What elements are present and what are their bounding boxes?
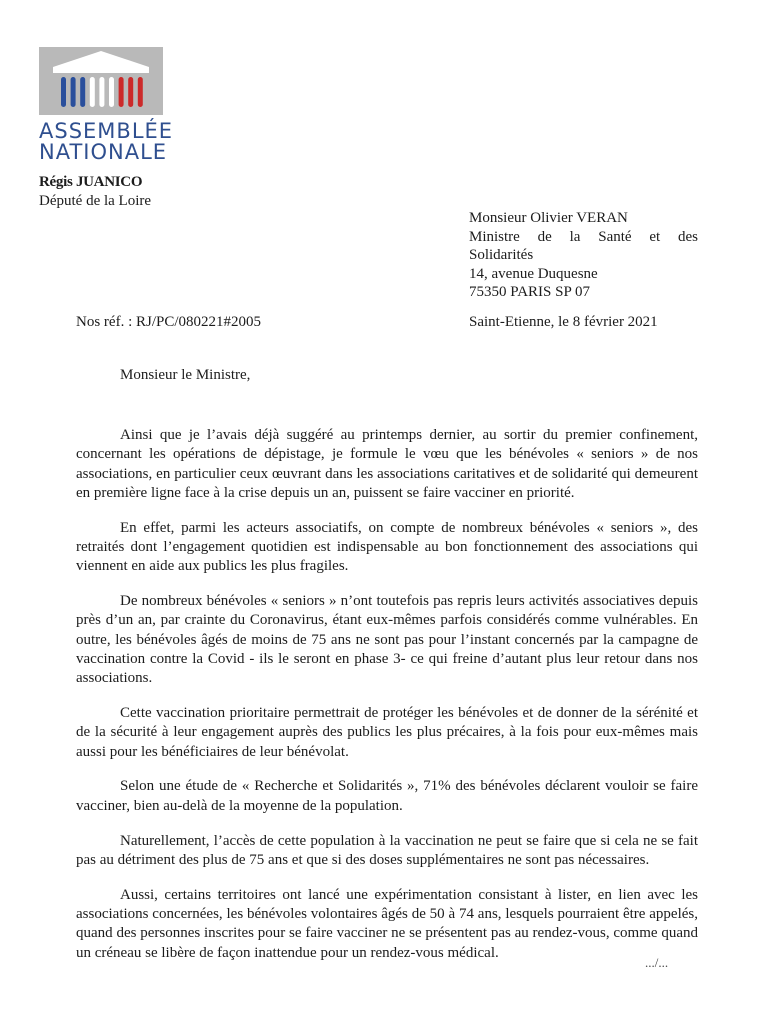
paragraph: Ainsi que je l’avais déjà suggéré au printemps dernier, au sortir du premier confinement, concernant les opérations de dépistage, je formule le vœu que les bénévoles « seniors » de nos associations, en particulier ceux œuvrant dans les associations caritatives et de solidarité qui demeurent en première ligne face à la crise depuis un an, puissent se faire vacciner en priorité. xyxy=(76,427,698,501)
letter-body xyxy=(76,426,698,978)
salutation: Monsieur le Ministre, xyxy=(120,367,251,383)
paragraph: De nombreux bénévoles « seniors » n’ont toutefois pas repris leurs activités associatives depuis près d’un an, par crainte du Coronavirus, étant eux-mêmes parfois considérés comme vulnérables. En outre, les bénévoles âgés de moins de 75 ans ne sont pas pour l’instant concernés par la campagne de vaccination contre la Covid - ils le seront en phase 3- ce qui freine d’autant plus leur retour dans nos associations. xyxy=(76,593,698,687)
paragraph: En effet, parmi les acteurs associatifs, on compte de nombreux bénévoles « seniors », des retraités dont l’engagement quotidien est indispensable au bon fonctionnement des associations qui viennent en aide aux publics les plus fragiles. xyxy=(76,519,698,575)
paragraph: Naturellement, l’accès de cette population à la vaccination ne peut se faire que si cela ne se fait pas au détriment des plus de 75 ans et que si des doses supplémentaires ne sont pas nécessaires. xyxy=(76,832,698,868)
recipient-role: Ministre de la Santé et des xyxy=(469,228,698,245)
paragraph: Selon une étude de « Recherche et Solidarités », 71% des bénévoles déclarent vouloir se faire vacciner, bien au-delà de la moyenne de la population. xyxy=(76,778,698,814)
letter-date: Saint-Etienne, le 8 février 2021 xyxy=(469,314,658,330)
recipient-role-cont: Solidarités xyxy=(469,247,534,263)
paragraph: Aussi, certains territoires ont lancé une expérimentation consistant à lister, en lien avec les associations concernées, les bénévoles volontaires âgés de 50 à 74 ans, lesquels pourraient être appelés, quand des personnes inscrites pour se faire vacciner ne se présentent pas au rendez-vous, comme quand un créneau se libère de façon inattendue pour un rendez-vous médical. xyxy=(76,886,698,961)
logo-column xyxy=(71,77,76,107)
hemicycle-emblem-icon xyxy=(39,47,163,115)
logo-column xyxy=(80,77,85,107)
author-title: Député de la Loire xyxy=(39,193,152,209)
logo-line-1: ASSEMBLÉE xyxy=(39,119,174,143)
logo-column xyxy=(119,77,124,107)
author-name: Régis JUANICO xyxy=(39,174,143,190)
recipient-city: 75350 PARIS SP 07 xyxy=(469,284,591,300)
recipient-address xyxy=(469,209,698,302)
author-block xyxy=(39,173,151,211)
assemblee-nationale-logo xyxy=(39,47,174,164)
logo-column xyxy=(138,77,143,107)
logo-column xyxy=(99,77,104,107)
reference-number: Nos réf. : RJ/PC/080221#2005 xyxy=(76,314,262,330)
logo-line-2: NATIONALE xyxy=(39,140,168,164)
recipient-street: 14, avenue Duquesne xyxy=(469,265,598,282)
logo-column xyxy=(90,77,95,107)
recipient-name: Monsieur Olivier VERAN xyxy=(469,210,628,226)
logo-column xyxy=(128,77,133,107)
logo-column xyxy=(109,77,114,107)
logo-column xyxy=(61,77,66,107)
continuation-mark: .../... xyxy=(645,955,669,970)
paragraph: Cette vaccination prioritaire permettrait de protéger les bénévoles et de donner de la sérénité et de la sécurité à leur engagement auprès des publics les plus précaires, à la fois pour eux-mêmes mais aussi pour les bénéficiaires de leur bénévolat. xyxy=(76,705,698,760)
